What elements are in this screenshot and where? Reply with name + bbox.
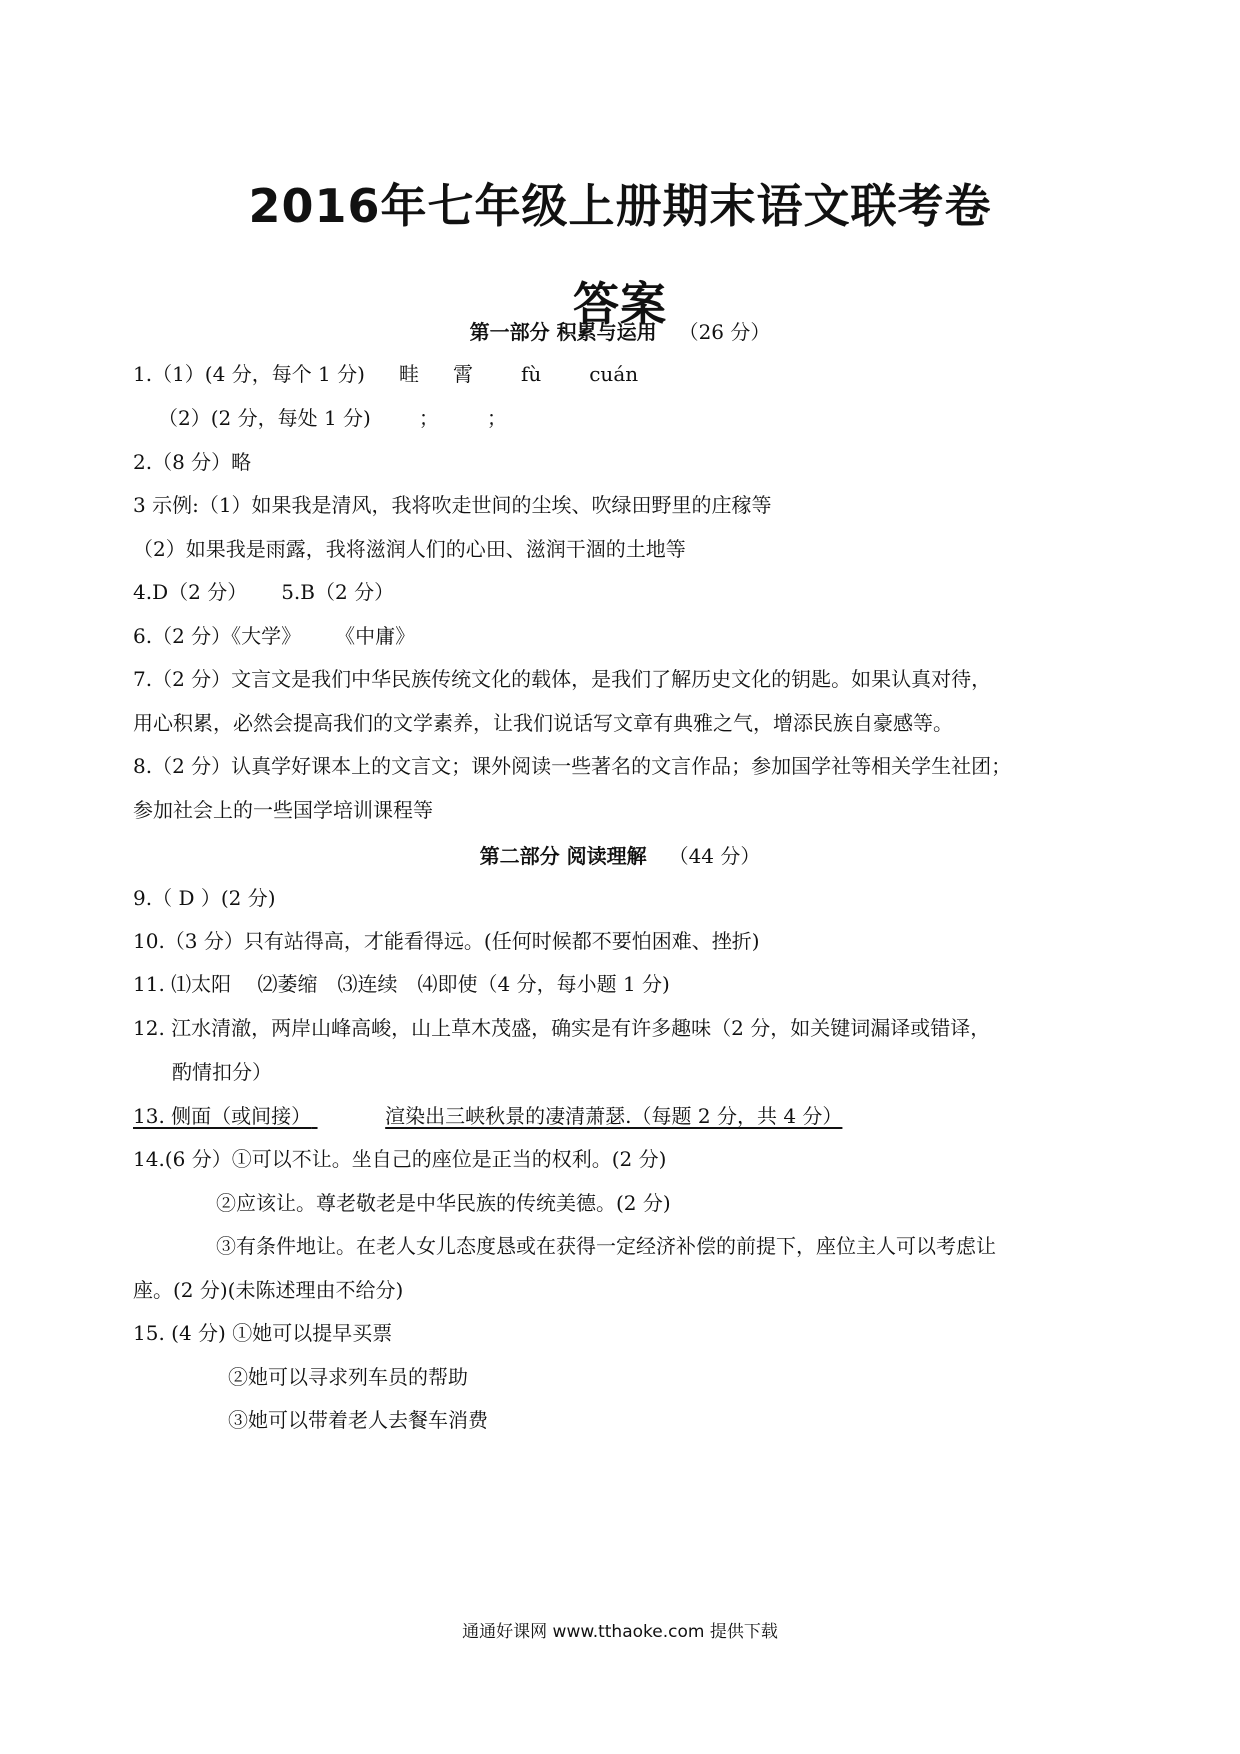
q13-line: [133, 1102, 842, 1130]
q15-line1: 15. (4 分) ①她可以提早买票: [133, 1321, 393, 1345]
q3-line1: 3 示例:（1）如果我是清风，我将吹走世间的尘埃、吹绿田野里的庄稼等: [133, 493, 772, 517]
q15-line2: ②她可以寻求列车员的帮助: [228, 1365, 468, 1389]
part1-heading-text: 第一部分 积累与运用: [469, 320, 657, 344]
q2-line: 2.（8 分）略: [133, 450, 252, 474]
part1-heading: [0, 316, 1240, 345]
q5-answer: 5.B（2 分）: [281, 580, 395, 604]
q14-line1: 14.(6 分）①可以不让。坐自己的座位是正当的权利。(2 分): [133, 1147, 667, 1171]
q1-line2-answer-a: ；: [418, 406, 439, 430]
q7-line2: 用心积累，必然会提高我们的文学素养，让我们说话写文章有典雅之气，增添民族自豪感等。: [133, 711, 953, 735]
q1-answer-c: fù: [520, 362, 542, 386]
q1-answer-d: cuán: [589, 362, 639, 386]
part1-score: （26 分）: [678, 320, 771, 344]
part2-score: （44 分）: [668, 844, 761, 868]
page-title: 2016年七年级上册期末语文联考卷: [248, 179, 992, 233]
q4-q5-line: [133, 578, 394, 606]
q1-line2-label: （2）(2 分，每处 1 分): [158, 406, 371, 430]
q14-line3: ③有条件地让。在老人女儿态度恳或在获得一定经济补偿的前提下，座位主人可以考虑让: [216, 1234, 996, 1258]
q12-line2: 酌情扣分）: [172, 1060, 272, 1084]
q1-answer-b: 霄: [452, 362, 473, 386]
q14-line2: ②应该让。尊老敬老是中华民族的传统美德。(2 分): [216, 1191, 671, 1215]
part2-heading-text: 第二部分 阅读理解: [479, 844, 647, 868]
q3-line2: （2）如果我是雨露，我将滋润人们的心田、滋润干涸的土地等: [133, 537, 686, 561]
q14-line4: 座。(2 分)(未陈述理由不给分): [133, 1278, 404, 1302]
q4-answer: 4.D（2 分）: [133, 580, 248, 604]
q13-answer-a: 13. 侧面（或间接）: [133, 1104, 312, 1128]
q6-line: [133, 622, 415, 650]
q9-line: 9.（ D ）(2 分): [133, 886, 276, 910]
q6-label: 6.（2 分）《大学》: [133, 624, 302, 648]
q1-answer-a: 畦: [398, 362, 419, 386]
q10-line: 10.（3 分）只有站得高，才能看得远。(任何时候都不要怕困难、挫折): [133, 929, 760, 953]
q11-line: 11. ⑴太阳 ⑵萎缩 ⑶连续 ⑷即使（4 分，每小题 1 分): [133, 972, 670, 996]
q1-line2: [158, 404, 507, 432]
q7-line1: 7.（2 分）文言文是我们中华民族传统文化的载体，是我们了解历史文化的钥匙。如果认真对待，: [133, 667, 992, 691]
q15-line3: ③她可以带着老人去餐车消费: [228, 1408, 488, 1432]
q8-line2: 参加社会上的一些国学培训课程等: [133, 798, 433, 822]
part2-heading: [0, 840, 1240, 869]
q6-answer-b: 《中庸》: [335, 624, 416, 648]
q1-line1-label: 1.（1）(4 分，每个 1 分): [133, 362, 365, 386]
q8-line1: 8.（2 分）认真学好课本上的文言文；课外阅读一些著名的文言作品；参加国学社等相关学生社团；: [133, 754, 1012, 778]
q1-line1: [133, 360, 638, 388]
q13-answer-b: 渲染出三峡秋景的凄清萧瑟.（每题 2 分，共 4 分）: [385, 1104, 843, 1128]
footer-credit: 通通好课网 www.tthaoke.com 提供下载: [462, 1622, 778, 1642]
page-subtitle: 答案: [573, 277, 667, 331]
q1-line2-answer-b: ；: [486, 406, 507, 430]
q12-line1: 12. 江水清澈，两岸山峰高峻，山上草木茂盛，确实是有许多趣味（2 分，如关键词漏译或错译，: [133, 1016, 991, 1040]
